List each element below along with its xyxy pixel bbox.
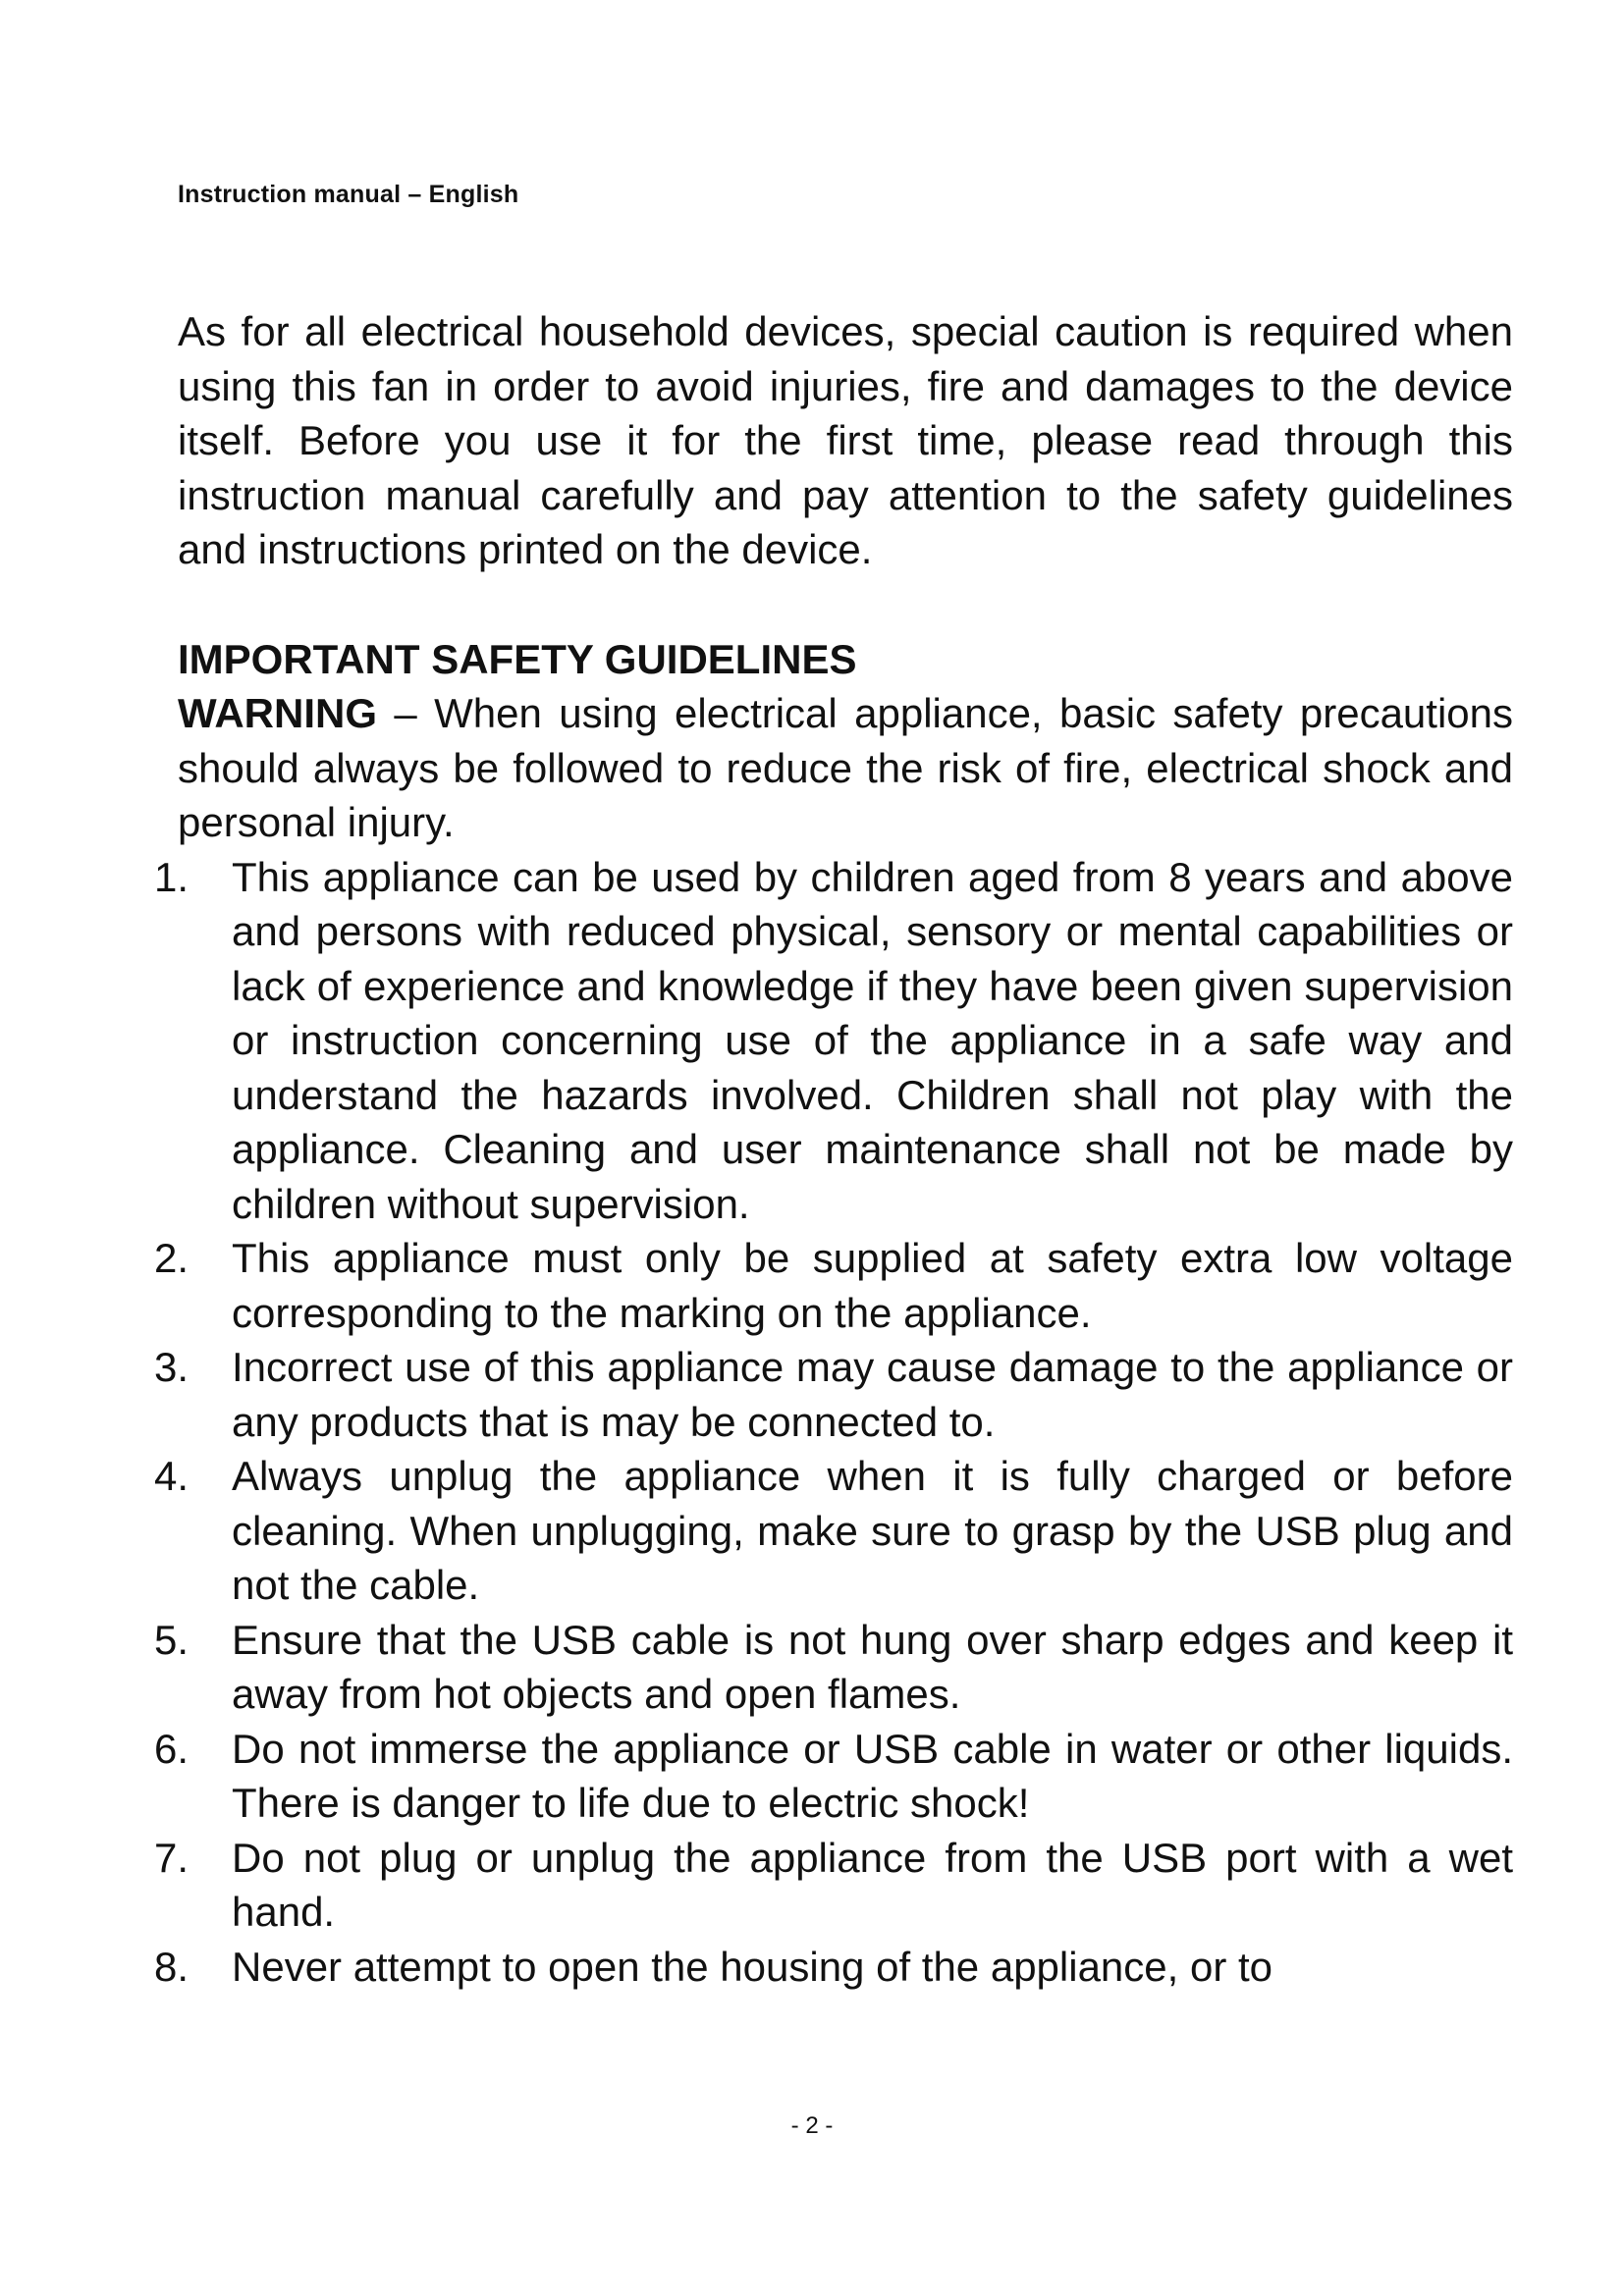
item-text: This appliance must only be supplied at safety extra low voltage corresponding to the marking on the appliance. (232, 1235, 1513, 1336)
warning-text: – When using electrical appliance, basic safety precautions should always be followed to reduce the risk of fire, electrical shock and personal injury. (178, 690, 1513, 845)
item-text: This appliance can be used by children aged from 8 years and above and persons with reduced physical, sensory or mental capabilities or lack of experience and knowledge if they have been given supervision or instruction concerning use of the appliance in a safe way and understand the hazards involved. Children shall not play with the appliance. Cleaning and user maintenance shall not be made by children without supervision. (232, 853, 1513, 1227)
item-text: Do not plug or unplug the appliance from the USB port with a wet hand. (232, 1834, 1513, 1935)
list-item (154, 1231, 1513, 1340)
item-number: 5. (154, 1616, 189, 1663)
list-item (154, 1722, 1513, 1831)
running-header: Instruction manual – English (178, 181, 519, 208)
list-item (154, 1940, 1513, 1995)
item-text: Always unplug the appliance when it is fully charged or before cleaning. When unplugging, make sure to grasp by the USB plug and not the cable. (232, 1453, 1513, 1608)
item-text: Do not immerse the appliance or USB cable in water or other liquids. There is danger to life due to electric shock! (232, 1725, 1513, 1826)
page-content (154, 304, 1513, 1994)
safety-guidelines-list (154, 850, 1513, 1995)
item-number: 2. (154, 1235, 189, 1281)
item-number: 4. (154, 1453, 189, 1499)
intro-paragraph: As for all electrical household devices, special caution is required when using this fan in order to avoid injuries, fire and damages to the device itself. Before you use it for the first time, please read through this instruction manual carefully and pay attention to the safety guidelines and instructions printed on the device. (178, 308, 1513, 572)
item-number: 8. (154, 1943, 189, 1990)
item-text: Never attempt to open the housing of the appliance, or to (232, 1943, 1273, 1990)
item-text: Incorrect use of this appliance may cause damage to the appliance or any products that is may be connected to. (232, 1344, 1513, 1445)
list-item (154, 1613, 1513, 1722)
safety-section-title: IMPORTANT SAFETY GUIDELINES (178, 635, 857, 682)
list-item (154, 1340, 1513, 1449)
warning-paragraph (178, 686, 1513, 850)
item-number: 3. (154, 1344, 189, 1390)
item-number: 7. (154, 1834, 189, 1881)
list-item (154, 1449, 1513, 1613)
item-number: 6. (154, 1725, 189, 1772)
warning-label: WARNING (178, 690, 377, 736)
page-number: - 2 - (790, 2112, 834, 2139)
list-item (154, 850, 1513, 1232)
item-number: 1. (154, 853, 189, 900)
item-text: Ensure that the USB cable is not hung over sharp edges and keep it away from hot objects and open flames. (232, 1616, 1513, 1717)
list-item (154, 1831, 1513, 1940)
